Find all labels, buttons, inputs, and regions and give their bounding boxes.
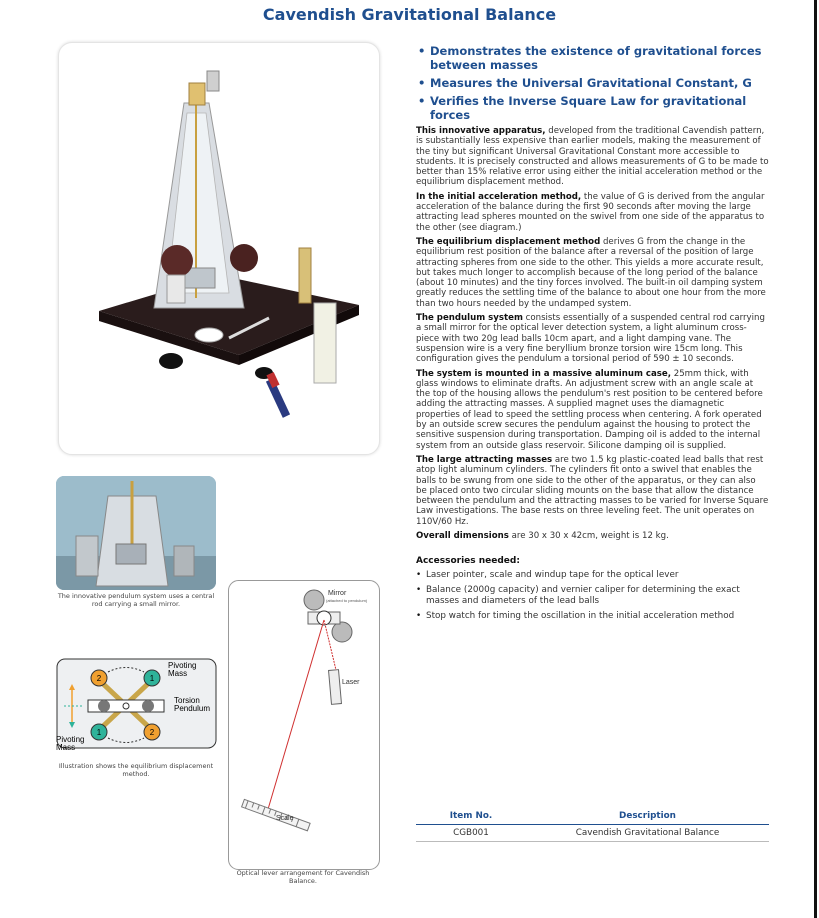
apparatus-illustration	[59, 43, 380, 455]
diagram-caption: Illustration shows the equilibrium displacement method.	[58, 762, 214, 778]
accessories-list	[416, 570, 769, 621]
scale-label: Scale	[276, 815, 294, 822]
pendulum-closeup-illustration	[56, 476, 216, 590]
label-num-1b: 1	[96, 728, 102, 737]
equilibrium-diagram	[56, 658, 218, 758]
optical-lever-svg	[228, 580, 380, 870]
accessory-item: • Laser pointer, scale and windup tape for the optical lever	[416, 570, 769, 581]
paragraph-initial-acceleration: In the initial acceleration method, the value of G is derived from the angular acceleration of the balance during the first 90 seconds after moving the large attracting lead spheres mounted on the swivel from one side of the apparatus to the other (see diagram.)	[416, 191, 765, 233]
accessory-item: • Balance (2000g capacity) and vernier caliper for determining the exact masses and diameters of the lead balls	[416, 585, 769, 607]
apparatus-photo	[58, 42, 380, 455]
label-num-2a: 2	[96, 674, 102, 683]
laser-label: Laser	[342, 679, 360, 686]
optical-caption: Optical lever arrangement for Cavendish Balance.	[236, 869, 370, 885]
feature-item: • Measures the Universal Gravitational Constant, G	[416, 76, 769, 90]
optical-lever-diagram	[228, 580, 380, 870]
pendulum-closeup-photo	[56, 476, 216, 590]
description-cell: Cavendish Gravitational Balance	[526, 825, 769, 842]
label-num-2b: 2	[149, 728, 155, 737]
page-edge-bar	[814, 0, 817, 918]
item-no-header: Item No.	[416, 809, 526, 825]
page-title: Cavendish Gravitational Balance	[262, 5, 557, 24]
mirror-note: (attached to pendulum)	[326, 598, 368, 603]
paragraph-masses: The large attracting masses are two 1.5 kg plastic-coated lead balls that rest atop light aluminum cylinders. The cylinders fit onto a swivel that enables the balls to be swung from one side to the other of the apparatus, or they can also be placed onto two circular sliding mounts on the base that allow the distance between the pendulum and the attracting masses to be varied for Inverse Square Law investigations. The base rests on three leveling feet. The unit operates on 110V/60 Hz.	[416, 454, 769, 527]
pivoting-mass-top-label: Pivoting Mass	[168, 661, 197, 678]
paragraph-case: The system is mounted in a massive aluminum case, 25mm thick, with glass windows to eliminate drafts. An adjustment screw with an angle scale at the top of the housing allows the pendulum's rest position to be centered before adding the attracting masses. A supplied magnet uses the diamagnetic properties of lead to speed the settling process when centering. A fork operated by an outside screw secures the pendulum against the housing to protect the sensitive suspension during transportation. Damping oil is added to the internal system from an outside glass reservoir. Silicone damping oil is supplied.	[416, 368, 763, 451]
feature-list	[416, 44, 769, 122]
paragraph-pendulum: The pendulum system consists essentially of a suspended central rod carrying a small mirror for the optical lever detection system, a light aluminum cross-piece with two 20g lead balls 10cm apart, and a light damping vane. The suspension wire is a very fine beryllium bronze torsion wire 15cm long. This configuration gives the pendulum a torsional period of 590 ± 10 seconds.	[416, 313, 765, 365]
feature-item: • Verifies the Inverse Square Law for gravitational forces	[416, 94, 769, 122]
equilibrium-diagram-svg	[56, 658, 218, 758]
pivoting-mass-bottom-label: Pivoting Mass	[56, 735, 85, 752]
torsion-pendulum-label: Torsion Pendulum	[174, 696, 211, 713]
paragraph-dimensions: Overall dimensions are 30 x 30 x 42cm, weight is 12 kg.	[416, 530, 669, 541]
pendulum-photo-caption: The innovative pendulum system uses a central rod carrying a small mirror.	[57, 592, 215, 608]
paragraph-apparatus: This innovative apparatus, developed from the traditional Cavendish pattern, is substantially less expensive than earlier models, making the measurement of the tiny but significant Universal Gravitational Constant more accessible to students. It is precisely constructed and allows measurements of G to be made to better than 15% relative error using either the initial acceleration method or the equilibrium displacement method.	[416, 126, 769, 188]
item-no-cell: CGB001	[416, 825, 526, 842]
table-row	[416, 825, 769, 842]
label-num-1a: 1	[149, 674, 155, 683]
item-table	[416, 809, 769, 842]
accessories-heading: Accessories needed:	[416, 556, 520, 567]
feature-item: • Demonstrates the existence of gravitational forces between masses	[416, 44, 769, 72]
paragraph-equilibrium: The equilibrium displacement method derives G from the change in the equilibrium rest position of the balance after a reversal of the position of large attracting spheres from one side to the other. This yields a more accurate result, but takes much longer to accomplish because of the long period of the balance (about 10 minutes) and the tiny forces involved. The built-in oil damping system greatly reduces the settling time of the balance to about one hour from the more than two hours needed by the undamped system.	[416, 236, 766, 309]
accessory-item: • Stop watch for timing the oscillation in the initial acceleration method	[416, 611, 769, 622]
description-header: Description	[526, 809, 769, 825]
mirror-label: Mirror	[328, 590, 347, 597]
description-column	[416, 44, 769, 625]
